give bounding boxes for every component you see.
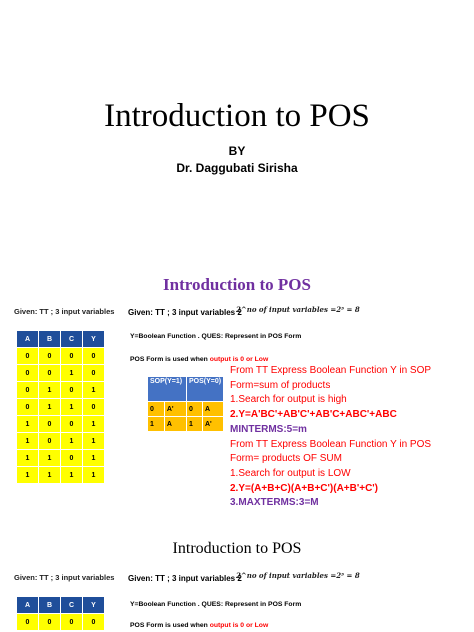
pos-used-prefix: POS Form is used when	[130, 622, 210, 629]
cell: 0	[39, 348, 61, 365]
cell: 1	[39, 382, 61, 399]
cell: 0	[61, 614, 83, 631]
note-line: From TT Express Boolean Function Y in SOP	[230, 365, 432, 376]
truth-table-header-row	[17, 597, 105, 614]
slide3-formula: 2^no of input variables =2³ = 8	[236, 571, 360, 580]
cell: 1	[39, 450, 61, 467]
table-row	[17, 433, 105, 450]
slide3-truth-table	[16, 596, 105, 631]
slide2-given-left: Given: TT ; 3 input variables	[14, 307, 115, 316]
note-line: From TT Express Boolean Function Y in POS	[230, 438, 432, 450]
cell: 1	[39, 467, 61, 484]
cell: 0	[61, 382, 83, 399]
slide2-truth-table	[16, 330, 105, 484]
note-line: Form=sum of products	[230, 379, 331, 391]
cell: 1	[61, 365, 83, 382]
header-y: Y	[83, 331, 105, 348]
table-row	[17, 382, 105, 399]
slide2-sop-pos-table	[147, 376, 224, 432]
cell: 0	[148, 402, 165, 417]
cell: 0	[17, 399, 39, 416]
sop-pos-header-row	[148, 377, 224, 402]
table-row	[148, 402, 224, 417]
header-c: C	[61, 331, 83, 348]
cell: 0	[83, 614, 105, 631]
cell: 1	[39, 399, 61, 416]
table-row	[17, 416, 105, 433]
pos-header: POS(Y=0)	[187, 377, 224, 402]
cell: 1	[83, 467, 105, 484]
table-row	[148, 417, 224, 432]
slide1-title: Introduction to POS	[104, 98, 370, 134]
header-b: B	[39, 597, 61, 614]
cell: 0	[17, 382, 39, 399]
table-row	[17, 365, 105, 382]
note-line: 2.Y=(A+B+C)(A+B+C')(A+B'+C')	[230, 482, 378, 494]
cell: 0	[39, 614, 61, 631]
slide2-given-overlap: Given: TT ; 3 input variables 2	[128, 308, 242, 317]
header-c: C	[61, 597, 83, 614]
note-line: 1.Search for output is LOW	[230, 467, 351, 479]
note-line: 1.Search for output is high	[230, 394, 347, 406]
cell: 0	[17, 614, 39, 631]
cell: 1	[17, 433, 39, 450]
cell: 0	[61, 416, 83, 433]
cell: A	[164, 417, 186, 432]
header-b: B	[39, 331, 61, 348]
pos-used-red: output is 0 or Low	[209, 356, 269, 363]
slide2-formula: 2^no of input variables =2³ = 8	[236, 305, 360, 314]
cell: 1	[61, 467, 83, 484]
slide2-notes	[230, 364, 470, 511]
table-row	[17, 467, 105, 484]
cell: 0	[61, 348, 83, 365]
slide2-title: Introduction to POS	[163, 275, 311, 294]
slide1-author: Dr. Daggubati Sirisha	[176, 161, 298, 175]
header-a: A	[17, 597, 39, 614]
cell: A'	[203, 417, 224, 432]
truth-table-header-row	[17, 331, 105, 348]
note-line: 2.Y=A'BC'+AB'C'+AB'C+ABC'+ABC	[230, 409, 397, 421]
cell: 1	[61, 399, 83, 416]
slide2-boolean-function: Y=Boolean Function . QUES: Represent in POS Form	[130, 333, 302, 340]
cell: 0	[39, 365, 61, 382]
slide1-by: BY	[228, 144, 246, 158]
slide3-given-overlap: Given: TT ; 3 input variables 2	[128, 574, 242, 583]
cell: 1	[61, 433, 83, 450]
table-row	[17, 614, 105, 631]
cell: 0	[39, 416, 61, 433]
cell: 1	[187, 417, 203, 432]
note-line: Form= products OF SUM	[230, 453, 342, 465]
cell: 0	[39, 433, 61, 450]
slide3-boolean-function: Y=Boolean Function . QUES: Represent in POS Form	[130, 601, 302, 608]
cell: 0	[83, 365, 105, 382]
cell: 0	[61, 450, 83, 467]
cell: 0	[83, 399, 105, 416]
cell: 1	[83, 416, 105, 433]
cell: 1	[17, 416, 39, 433]
cell: 1	[148, 417, 165, 432]
note-line: MINTERMS:5=m	[230, 423, 307, 435]
cell: 1	[83, 433, 105, 450]
pos-used-red: output is 0 or Low	[209, 622, 269, 629]
cell: 0	[17, 365, 39, 382]
cell: A	[203, 402, 224, 417]
header-y: Y	[83, 597, 105, 614]
header-a: A	[17, 331, 39, 348]
slide3-title: Introduction to POS	[172, 540, 302, 557]
slide2-pos-used	[130, 356, 268, 363]
pos-used-prefix: POS Form is used when	[130, 356, 210, 363]
table-row	[17, 399, 105, 416]
table-row	[17, 450, 105, 467]
cell: 1	[83, 382, 105, 399]
cell: 1	[83, 450, 105, 467]
cell: 1	[17, 467, 39, 484]
slide3-given-left: Given: TT ; 3 input variables	[14, 573, 115, 582]
note-line: 3.MAXTERMS:3=M	[230, 497, 319, 509]
cell: 0	[187, 402, 203, 417]
cell: 0	[17, 348, 39, 365]
cell: 0	[83, 348, 105, 365]
table-row	[17, 348, 105, 365]
cell: A'	[164, 402, 186, 417]
sop-header: SOP(Y=1)	[148, 377, 187, 402]
cell: 1	[17, 450, 39, 467]
slide3-pos-used	[130, 622, 268, 629]
